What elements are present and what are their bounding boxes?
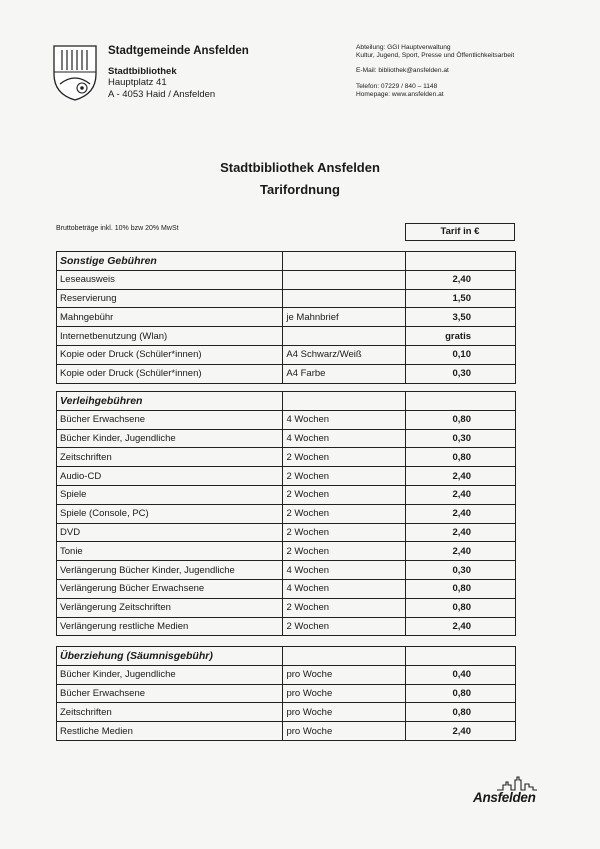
table-section-header [57, 392, 516, 411]
table-row [57, 703, 516, 722]
fee-item: Restliche Medien [57, 722, 283, 741]
fee-price: 0,80 [406, 684, 516, 703]
table-section-header [57, 647, 516, 666]
section-heading: Verleihgebühren [57, 392, 283, 411]
fee-table-sonstige [56, 251, 516, 384]
fee-item: Zeitschriften [57, 703, 283, 722]
library-name: Stadtbibliothek [108, 65, 177, 77]
street-address: Hauptplatz 41 [108, 77, 167, 88]
fee-period: A4 Schwarz/Weiß [283, 345, 406, 364]
fee-price: 2,40 [406, 504, 516, 523]
table-row [57, 327, 516, 346]
fee-table-ueberziehung [56, 646, 516, 741]
fee-period: 2 Wochen [283, 504, 406, 523]
fee-price: 2,40 [406, 467, 516, 486]
fee-item: Bücher Erwachsene [57, 410, 283, 429]
fee-item: Spiele [57, 485, 283, 504]
table-row [57, 308, 516, 327]
fee-period: 2 Wochen [283, 542, 406, 561]
section-heading: Überziehung (Säumnisgebühr) [57, 647, 283, 666]
table-row [57, 345, 516, 364]
table-row [57, 289, 516, 308]
fee-item: Bücher Kinder, Jugendliche [57, 429, 283, 448]
fee-item: Kopie oder Druck (Schüler*innen) [57, 364, 283, 383]
fee-price: 1,50 [406, 289, 516, 308]
fee-period: A4 Farbe [283, 364, 406, 383]
fee-price: 2,40 [406, 523, 516, 542]
table-row [57, 665, 516, 684]
fee-item: Verlängerung restliche Medien [57, 617, 283, 636]
table-row [57, 617, 516, 636]
fee-period: pro Woche [283, 703, 406, 722]
department-line-1: Abteilung: GGI Hauptverwaltung [356, 44, 451, 51]
fee-price: 0,40 [406, 665, 516, 684]
table-row [57, 410, 516, 429]
fee-period: 2 Wochen [283, 485, 406, 504]
table-row [57, 504, 516, 523]
table-row [57, 598, 516, 617]
fee-price: 2,40 [406, 617, 516, 636]
vat-note: Bruttobeträge inkl. 10% bzw 20% MwSt [56, 225, 179, 232]
fee-period: 4 Wochen [283, 429, 406, 448]
table-row [57, 448, 516, 467]
fee-price: 0,80 [406, 579, 516, 598]
fee-price: 0,30 [406, 364, 516, 383]
fee-price: 0,10 [406, 345, 516, 364]
fee-item: DVD [57, 523, 283, 542]
fee-period: 2 Wochen [283, 523, 406, 542]
table-row [57, 270, 516, 289]
fee-period: pro Woche [283, 665, 406, 684]
fee-item: Internetbenutzung (Wlan) [57, 327, 283, 346]
fee-item: Kopie oder Druck (Schüler*innen) [57, 345, 283, 364]
fee-price: 2,40 [406, 722, 516, 741]
fee-period: 2 Wochen [283, 598, 406, 617]
fee-period: 4 Wochen [283, 579, 406, 598]
organization-title: Stadtgemeinde Ansfelden [108, 45, 249, 57]
fee-item: Bücher Kinder, Jugendliche [57, 665, 283, 684]
table-row [57, 485, 516, 504]
table-row [57, 684, 516, 703]
fee-price: 3,50 [406, 308, 516, 327]
table-row [57, 722, 516, 741]
tarif-column-header: Tarif in € [405, 223, 515, 241]
coat-of-arms-icon [52, 44, 98, 102]
fee-period [283, 270, 406, 289]
fee-item: Zeitschriften [57, 448, 283, 467]
fee-period: pro Woche [283, 684, 406, 703]
fee-price: 0,30 [406, 429, 516, 448]
fee-table-verleih [56, 391, 516, 636]
fee-price: 2,40 [406, 270, 516, 289]
document-title: Stadtbibliothek Ansfelden [220, 160, 380, 175]
homepage-line: Homepage: www.ansfelden.at [356, 90, 444, 98]
fee-price: 0,80 [406, 448, 516, 467]
contact-block [356, 44, 514, 99]
fee-item: Mahngebühr [57, 308, 283, 327]
fee-price: 0,80 [406, 703, 516, 722]
fee-item: Verlängerung Bücher Erwachsene [57, 579, 283, 598]
fee-period: 2 Wochen [283, 448, 406, 467]
table-row [57, 523, 516, 542]
table-row [57, 542, 516, 561]
fee-item: Audio-CD [57, 467, 283, 486]
logo-wordmark: Ansfelden [473, 790, 536, 805]
fee-item: Bücher Erwachsene [57, 684, 283, 703]
table-row [57, 429, 516, 448]
section-heading: Sonstige Gebühren [57, 252, 283, 271]
department-line-2: Kultur, Jugend, Sport, Presse und Öffentlichkeitsarbeit [356, 52, 515, 60]
organization-address [108, 46, 249, 100]
fee-item: Tonie [57, 542, 283, 561]
email-line: E-Mail: bibliothek@ansfelden.at [356, 67, 449, 75]
table-row [57, 579, 516, 598]
fee-period: je Mahnbrief [283, 308, 406, 327]
fee-period: 2 Wochen [283, 467, 406, 486]
fee-price: gratis [406, 327, 516, 346]
fee-period: 4 Wochen [283, 410, 406, 429]
city-address: A - 4053 Haid / Ansfelden [108, 88, 216, 100]
fee-period [283, 327, 406, 346]
fee-period: 4 Wochen [283, 561, 406, 580]
table-row [57, 467, 516, 486]
fee-item: Verlängerung Bücher Kinder, Jugendliche [57, 561, 283, 580]
fee-price: 2,40 [406, 485, 516, 504]
phone-line: Telefon: 07229 / 840 – 1148 [356, 82, 438, 90]
ansfelden-logo [473, 776, 541, 810]
fee-period: 2 Wochen [283, 617, 406, 636]
fee-item: Verlängerung Zeitschriften [57, 598, 283, 617]
fee-price: 0,30 [406, 561, 516, 580]
fee-period: pro Woche [283, 722, 406, 741]
table-row [57, 364, 516, 383]
fee-item: Spiele (Console, PC) [57, 504, 283, 523]
fee-item: Leseausweis [57, 270, 283, 289]
fee-period [283, 289, 406, 308]
document-subtitle: Tarifordnung [260, 182, 340, 197]
fee-item: Reservierung [57, 289, 283, 308]
table-section-header [57, 252, 516, 271]
table-row [57, 561, 516, 580]
fee-price: 0,80 [406, 410, 516, 429]
fee-price: 0,80 [406, 598, 516, 617]
fee-price: 2,40 [406, 542, 516, 561]
